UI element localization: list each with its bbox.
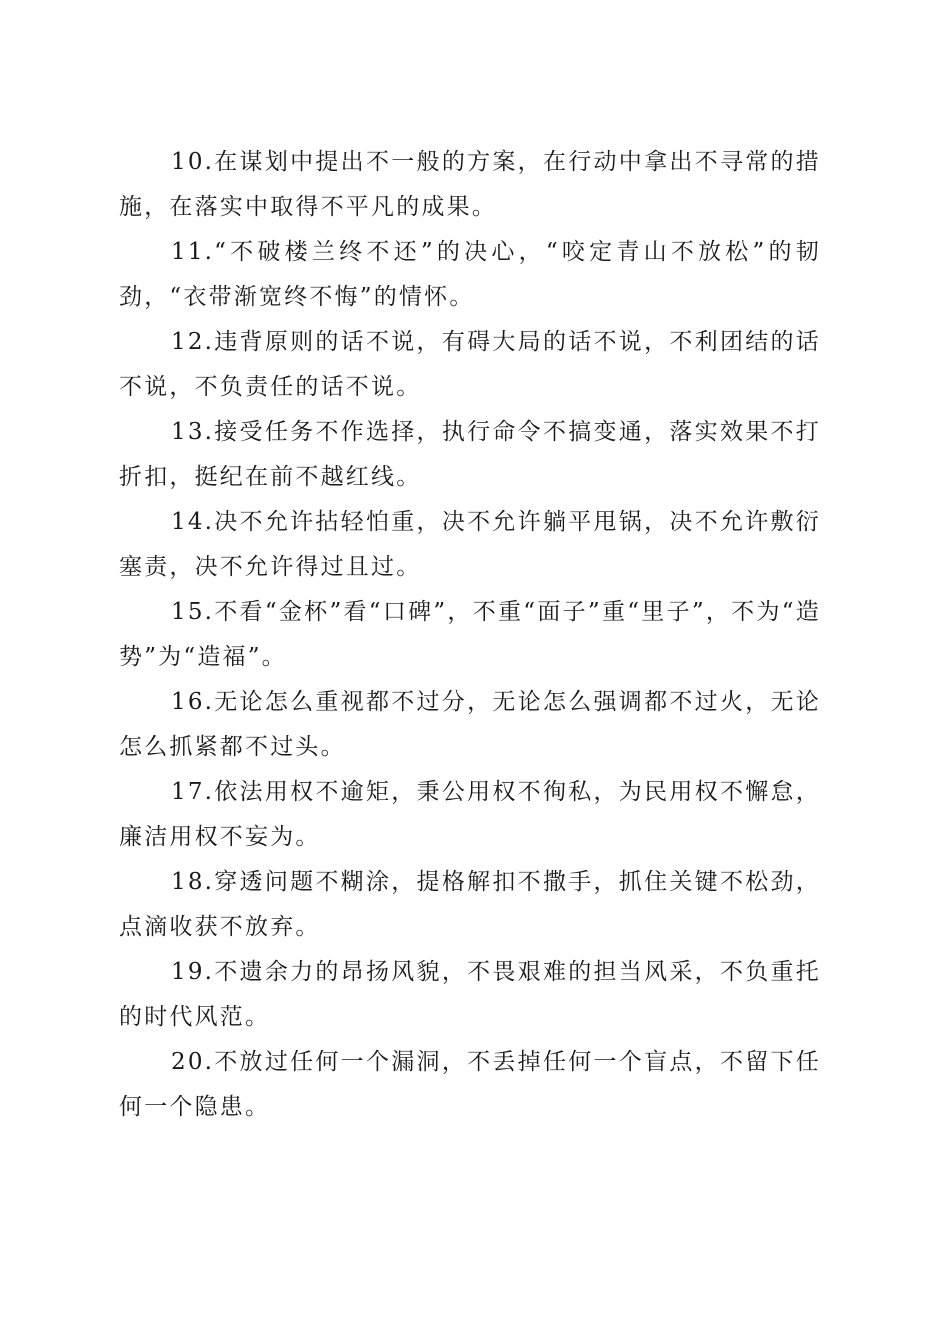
list-item-17: 17.依法用权不逾矩，秉公用权不徇私，为民用权不懈怠，廉洁用权不妄为。 <box>119 779 821 850</box>
list-item-11: 11.“不破楼兰终不还”的决心，“咬定青山不放松”的韧劲，“衣带渐宽终不悔”的情怀。 <box>119 239 821 310</box>
list-item-16: 16.无论怎么重视都不过分，无论怎么强调都不过火，无论怎么抓紧都不过头。 <box>119 689 821 760</box>
list-item-12: 12.违背原则的话不说，有碍大局的话不说，不利团结的话不说，不负责任的话不说。 <box>119 329 821 400</box>
list-item-10: 10.在谋划中提出不一般的方案，在行动中拿出不寻常的措施，在落实中取得不平凡的成果。 <box>119 149 821 220</box>
list-item-20: 20.不放过任何一个漏洞，不丢掉任何一个盲点，不留下任何一个隐患。 <box>119 1049 821 1120</box>
list-item-15: 15.不看“金杯”看“口碑”，不重“面子”重“里子”，不为“造势”为“造福”。 <box>119 599 821 670</box>
list-item-13: 13.接受任务不作选择，执行命令不搞变通，落实效果不打折扣，挺纪在前不越红线。 <box>119 419 821 490</box>
list-item-14: 14.决不允许拈轻怕重，决不允许躺平甩锅，决不允许敷衍塞责，决不允许得过且过。 <box>119 509 821 580</box>
document-body <box>119 140 821 1130</box>
list-item-19: 19.不遗余力的昂扬风貌，不畏艰难的担当风采，不负重托的时代风范。 <box>119 959 821 1030</box>
list-item-18: 18.穿透问题不糊涂，提格解扣不撒手，抓住关键不松劲，点滴收获不放弃。 <box>119 869 821 940</box>
